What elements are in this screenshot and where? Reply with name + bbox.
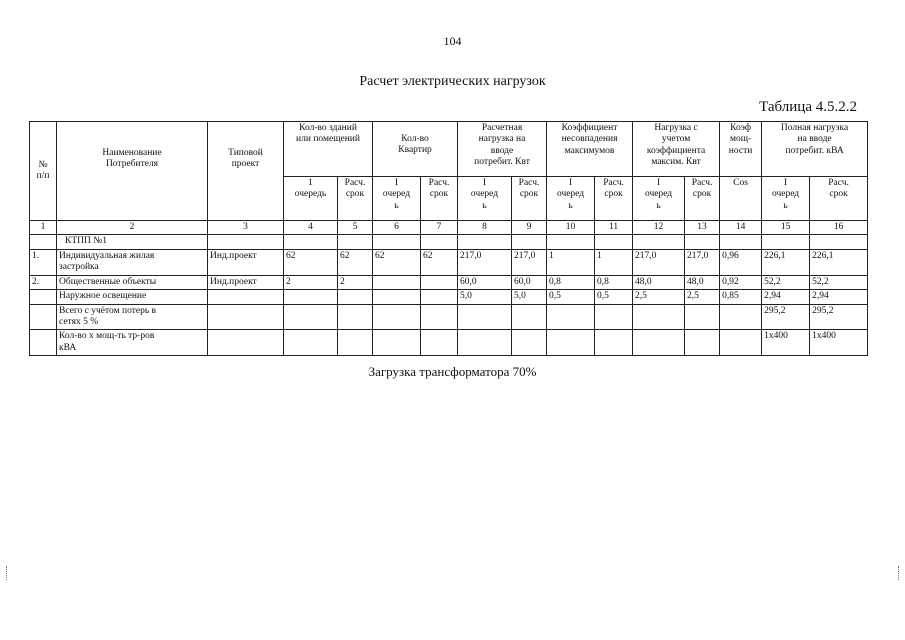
table-cell [720, 330, 762, 356]
column-number: 11 [595, 221, 633, 235]
table-cell [421, 304, 458, 330]
header-project: Типовой проект [208, 122, 284, 221]
table-cell [633, 330, 685, 356]
sub-max-1: I очеред ь [633, 177, 685, 221]
table-cell [512, 304, 547, 330]
table-cell [373, 304, 421, 330]
empty-cell [685, 235, 720, 249]
sub-buildings-2: Расч. срок [338, 177, 373, 221]
document-title: Расчет электрических нагрузок [359, 74, 546, 89]
table-cell [421, 290, 458, 304]
consumer-name: Кол-во х мощ-ть тр-ров кВА [57, 330, 208, 356]
table-cell: 0,8 [547, 275, 595, 289]
table-cell: 226,1 [810, 249, 868, 275]
empty-cell [421, 235, 458, 249]
table-cell [595, 304, 633, 330]
table-cell [208, 290, 284, 304]
table-cell [338, 304, 373, 330]
scan-edge-mark [6, 566, 9, 580]
column-number: 9 [512, 221, 547, 235]
table-cell [338, 290, 373, 304]
table-cell [685, 330, 720, 356]
table-cell [595, 330, 633, 356]
table-cell: 0,85 [720, 290, 762, 304]
table-cell [284, 290, 338, 304]
table-cell: 1х400 [810, 330, 868, 356]
column-number: 7 [421, 221, 458, 235]
column-number: 8 [458, 221, 512, 235]
table-cell: 1 [595, 249, 633, 275]
table-cell: 62 [421, 249, 458, 275]
table-cell: 62 [338, 249, 373, 275]
column-number: 2 [57, 221, 208, 235]
table-cell: 1 [547, 249, 595, 275]
table-cell: 0,8 [595, 275, 633, 289]
empty-cell [762, 235, 810, 249]
column-number: 5 [338, 221, 373, 235]
column-number: 4 [284, 221, 338, 235]
table-cell: 2,5 [685, 290, 720, 304]
table-cell: 52,2 [810, 275, 868, 289]
sub-coef-2: Расч. срок [595, 177, 633, 221]
table-cell: 62 [284, 249, 338, 275]
header-num: № п/п [30, 122, 57, 221]
consumer-name: Всего с учётом потерь в сетях 5 % [57, 304, 208, 330]
column-number: 16 [810, 221, 868, 235]
header-buildings: Кол-во зданий или помещений [284, 122, 373, 177]
table-cell: 226,1 [762, 249, 810, 275]
header-coef: Коэффициент несовпадения максимумов [547, 122, 633, 177]
header-power-coef: Коэф мощ- ности [720, 122, 762, 177]
table-cell [685, 304, 720, 330]
consumer-name: Общественные объекты [57, 275, 208, 289]
empty-cell [458, 235, 512, 249]
table-cell [373, 330, 421, 356]
empty-cell [547, 235, 595, 249]
sub-cos: Cos [720, 177, 762, 221]
table-cell: 52,2 [762, 275, 810, 289]
empty-cell [338, 235, 373, 249]
column-number: 15 [762, 221, 810, 235]
table-cell [208, 330, 284, 356]
empty-cell [633, 235, 685, 249]
column-number-row [30, 221, 868, 235]
column-number: 10 [547, 221, 595, 235]
sub-coef-1: I очеред ь [547, 177, 595, 221]
empty-cell [284, 235, 338, 249]
sub-full-1: I очеред ь [762, 177, 810, 221]
header-name: Наименование Потребителя [57, 122, 208, 221]
table-cell [338, 330, 373, 356]
column-number: 3 [208, 221, 284, 235]
table-row [30, 330, 868, 356]
table-cell: 62 [373, 249, 421, 275]
table-row [30, 249, 868, 275]
table-cell [208, 304, 284, 330]
table-cell: 5,0 [458, 290, 512, 304]
table-cell [373, 290, 421, 304]
table-cell [547, 304, 595, 330]
sub-apartments-2: Расч. срок [421, 177, 458, 221]
empty-cell [373, 235, 421, 249]
column-number: 6 [373, 221, 421, 235]
table-row [30, 275, 868, 289]
table-cell: 48,0 [633, 275, 685, 289]
empty-cell [512, 235, 547, 249]
table-cell: 2 [338, 275, 373, 289]
empty-cell [208, 235, 284, 249]
table-cell: 60,0 [512, 275, 547, 289]
table-label: Таблица 4.5.2.2 [759, 99, 857, 115]
column-number: 12 [633, 221, 685, 235]
table-cell: 2,94 [762, 290, 810, 304]
table-cell: 0,5 [547, 290, 595, 304]
sub-full-2: Расч. срок [810, 177, 868, 221]
table-cell [458, 304, 512, 330]
table-body [30, 249, 868, 355]
table-cell: 217,0 [458, 249, 512, 275]
table-cell: 217,0 [512, 249, 547, 275]
table-cell [421, 330, 458, 356]
table-row [30, 290, 868, 304]
consumer-name: Наружное освещение [57, 290, 208, 304]
section-title: КТПП №1 [57, 235, 208, 249]
table-cell: Инд.проект [208, 249, 284, 275]
table-cell: 1х400 [762, 330, 810, 356]
sub-load-1: I очеред ь [458, 177, 512, 221]
table-cell [421, 275, 458, 289]
consumer-name: Индивидуальная жилая застройка [57, 249, 208, 275]
sub-load-2: Расч. срок [512, 177, 547, 221]
header-full-load: Полная нагрузка на вводе потребит. кВА [762, 122, 868, 177]
header-calc-load: Расчетная нагрузка на вводе потребит. Квт [458, 122, 547, 177]
table-cell [458, 330, 512, 356]
row-number [30, 290, 57, 304]
table-cell [633, 304, 685, 330]
table-cell: 60,0 [458, 275, 512, 289]
table-cell: 0,92 [720, 275, 762, 289]
table-cell: 2,5 [633, 290, 685, 304]
sub-max-2: Расч. срок [685, 177, 720, 221]
column-number: 13 [685, 221, 720, 235]
table-cell: 2 [284, 275, 338, 289]
table-cell [512, 330, 547, 356]
table-cell: 295,2 [810, 304, 868, 330]
section-row [30, 235, 868, 249]
table-cell: Инд.проект [208, 275, 284, 289]
empty-cell [720, 235, 762, 249]
table-cell: 217,0 [633, 249, 685, 275]
sub-apartments-1: I очеред ь [373, 177, 421, 221]
column-number: 1 [30, 221, 57, 235]
row-number: 2. [30, 275, 57, 289]
empty-cell [810, 235, 868, 249]
transformer-load-caption: Загрузка трансформатора 70% [368, 364, 537, 379]
column-number: 14 [720, 221, 762, 235]
table-cell: 5,0 [512, 290, 547, 304]
table-row [30, 304, 868, 330]
table-cell: 217,0 [685, 249, 720, 275]
row-number: 1. [30, 249, 57, 275]
table-cell: 48,0 [685, 275, 720, 289]
table-cell: 0,96 [720, 249, 762, 275]
page-number: 104 [443, 34, 462, 48]
table-cell [547, 330, 595, 356]
header-load-with-coef: Нагрузка с учетом коэффициента максим. Квт [633, 122, 720, 177]
table-cell: 2,94 [810, 290, 868, 304]
electrical-loads-table [29, 121, 868, 356]
row-number [30, 330, 57, 356]
table-cell [284, 330, 338, 356]
sub-buildings-1: 1 очередь [284, 177, 338, 221]
empty-cell [595, 235, 633, 249]
table-cell: 0,5 [595, 290, 633, 304]
empty-cell [30, 235, 57, 249]
table-cell: 295,2 [762, 304, 810, 330]
table-cell [720, 304, 762, 330]
table-cell [373, 275, 421, 289]
table-header-row [30, 122, 868, 177]
header-apartments: Кол-во Квартир [373, 122, 458, 177]
scan-edge-mark [898, 566, 901, 580]
table-cell [284, 304, 338, 330]
row-number [30, 304, 57, 330]
